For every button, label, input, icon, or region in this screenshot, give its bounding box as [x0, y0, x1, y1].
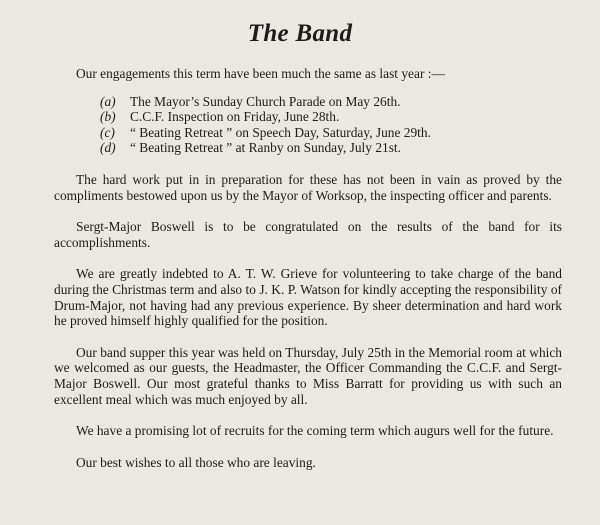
list-item	[100, 94, 562, 110]
paragraph: The hard work put in in preparation for these has not been in vain as proved by the compliments bestowed upon us by the Mayor of Worksop, the inspecting officer and parents.	[54, 171, 562, 203]
article-body	[54, 66, 562, 470]
paragraph: Sergt-Major Boswell is to be congratulated on the results of the band for its accomplishments.	[54, 219, 562, 250]
paragraph: Our best wishes to all those who are leaving.	[76, 454, 316, 470]
paragraph: Our band supper this year was held on Thursday, July 25th in the Memorial room at which we welcomed as our guests, the Headmaster, the Officer Commanding the C.C.F. and Sergt-Major Boswell. Our most grateful thanks to Miss Barratt for providing us with such an excellent meal which was much enjoyed by all.	[54, 344, 562, 407]
list-item	[100, 140, 562, 156]
list-item-text: “ Beating Retreat ” at Ranby on Sunday, July 21st.	[130, 140, 401, 156]
page-title: The Band	[247, 20, 353, 47]
paragraph: We are greatly indebted to A. T. W. Grieve for volunteering to take charge of the band during the Christmas term and also to J. K. P. Watson for kindly accepting the responsibility of Drum-Major, not having had any previous experience. By sheer determination and hard work he proved himself highly qualified for the position.	[54, 266, 562, 329]
paragraph: We have a promising lot of recruits for the coming term which augurs well for the future.	[76, 423, 554, 439]
list-marker: (a)	[100, 93, 116, 109]
list-marker: (d)	[100, 140, 116, 156]
list-item-text: The Mayor’s Sunday Church Parade on May 26th.	[130, 93, 401, 109]
list-item-text: C.C.F. Inspection on Friday, June 28th.	[130, 109, 340, 125]
list-marker: (c)	[100, 124, 115, 140]
intro-paragraph: Our engagements this term have been much the same as last year :—	[76, 66, 445, 81]
engagements-list	[54, 94, 562, 156]
list-item	[100, 125, 562, 141]
list-item-text: “ Beating Retreat ” on Speech Day, Saturday, June 29th.	[130, 124, 431, 140]
list-item	[100, 109, 562, 125]
list-marker: (b)	[100, 109, 116, 125]
